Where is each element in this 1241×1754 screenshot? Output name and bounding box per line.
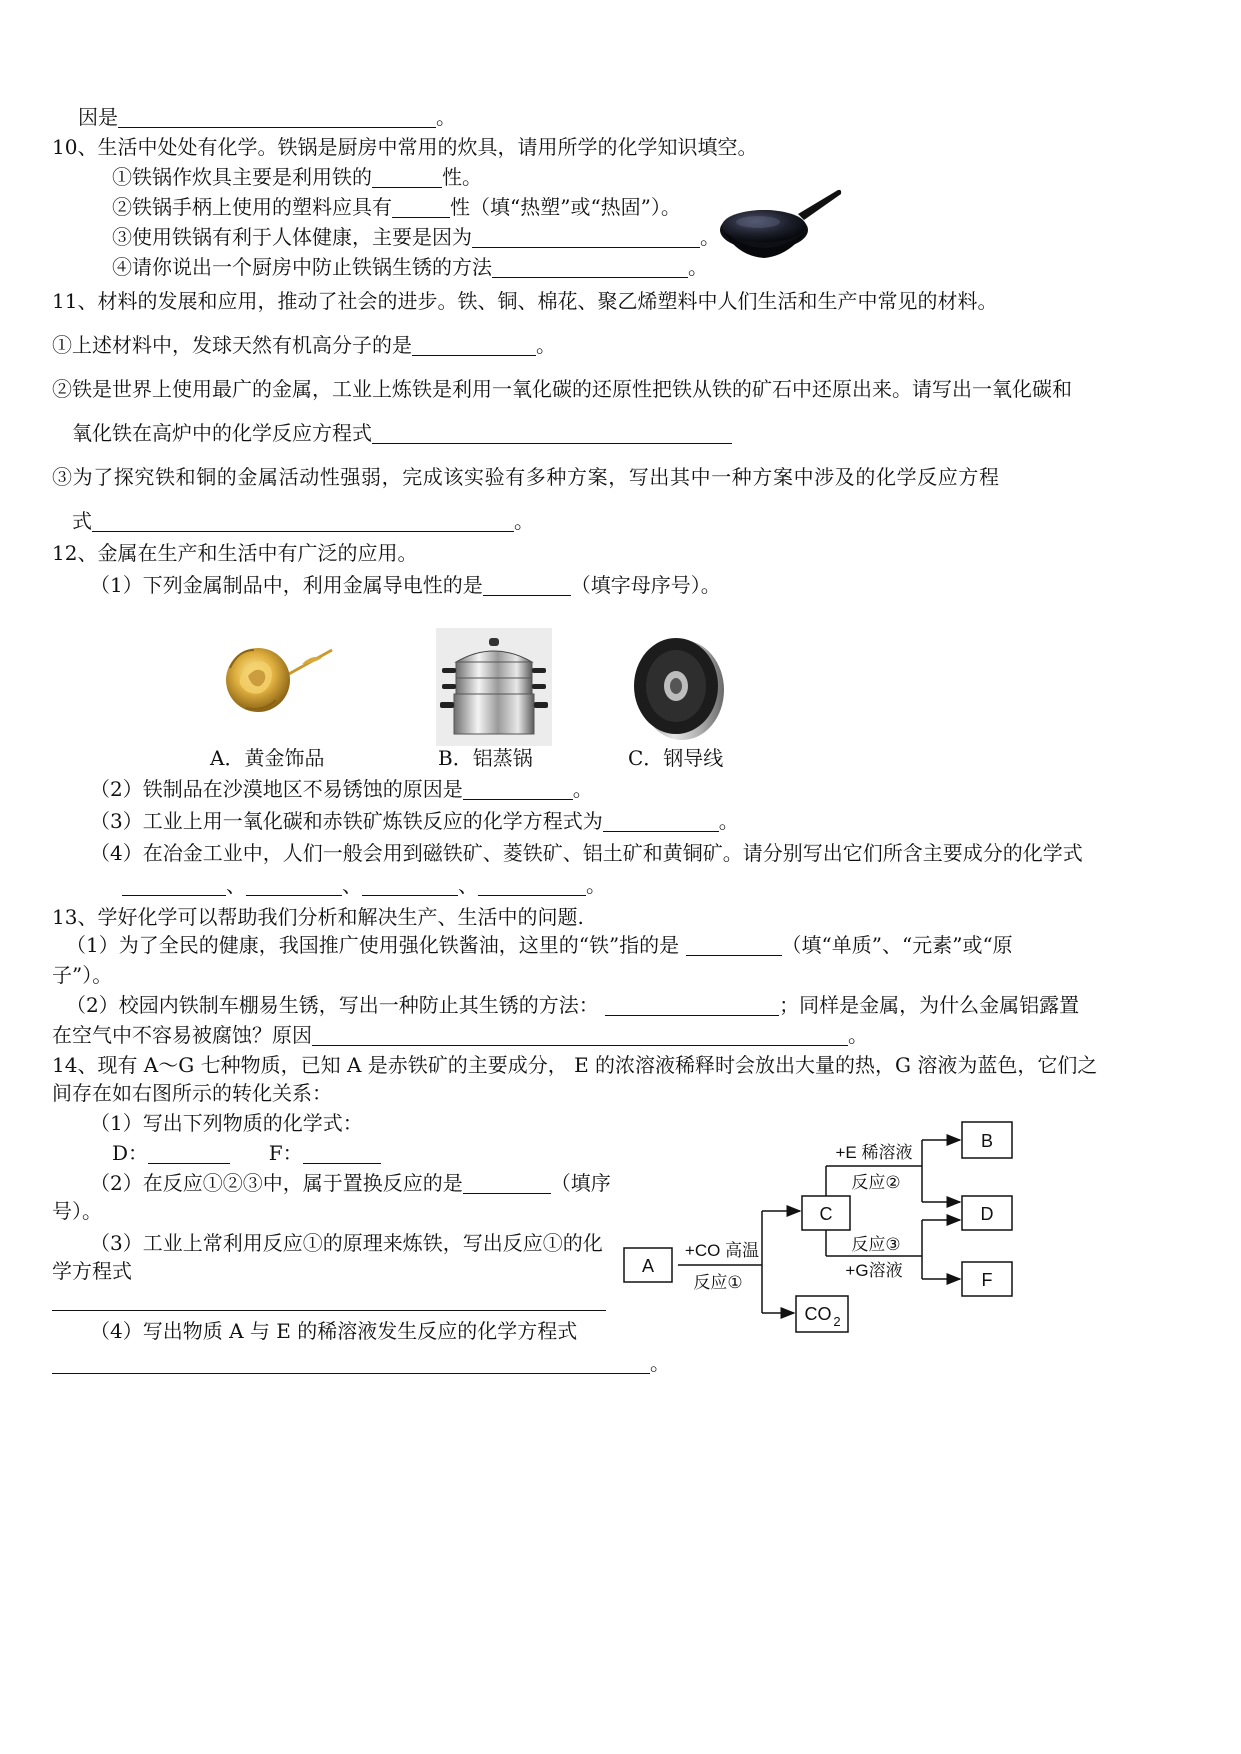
caption-c: C．钢导线 xyxy=(628,746,724,770)
answer-blank[interactable] xyxy=(472,227,700,248)
q14-part1-blanks: D： F： xyxy=(112,1140,381,1166)
reaction2-condition: +E 稀溶液 xyxy=(835,1143,913,1162)
q10-part2: ②铁锅手柄上使用的塑料应具有 性（填“热塑”或“热固”）。 xyxy=(112,195,681,219)
q12-part4-blanks: 、 、 、 。 xyxy=(122,872,606,898)
gold-rose-image xyxy=(218,628,334,728)
q10-stem: 10、生活中处处有化学。铁锅是厨房中常用的炊具，请用所学的化学知识填空。 xyxy=(52,135,758,159)
answer-blank[interactable] xyxy=(478,875,586,896)
reaction3-label: 反应③ xyxy=(851,1235,901,1254)
answer-line[interactable] xyxy=(52,1290,606,1311)
q11-part2-line1: ②铁是世界上使用最广的金属，工业上炼铁是利用一氧化碳的还原性把铁从铁的矿石中还原出来。请写出一氧化碳和 xyxy=(52,377,1072,401)
q14-stem-line1: 14、现有 A～G 七种物质，已知 A 是赤铁矿的主要成分， E 的浓溶液稀释时会放出大量的热，G 溶液为蓝色，它们之 xyxy=(52,1053,1098,1077)
answer-blank[interactable] xyxy=(412,335,536,356)
q11-part3-line2: 式 。 xyxy=(72,509,534,533)
q14-stem-line2: 间存在如右图所示的转化关系： xyxy=(52,1081,332,1105)
answer-blank[interactable] xyxy=(603,811,719,832)
answer-blank[interactable] xyxy=(118,107,436,128)
q12-stem: 12、金属在生产和生活中有广泛的应用。 xyxy=(52,541,418,565)
q11-part3-line1: ③为了探究铁和铜的金属活动性强弱，完成该实验有多种方案，写出其中一种方案中涉及的化学反应方程 xyxy=(52,465,1000,489)
answer-blank[interactable] xyxy=(303,1143,381,1164)
answer-blank[interactable] xyxy=(92,511,514,532)
answer-blank[interactable] xyxy=(605,995,779,1016)
answer-blank[interactable] xyxy=(492,257,688,278)
q9-tail: 因是 。 xyxy=(78,105,456,129)
steel-wire-spool-image xyxy=(632,634,728,742)
q14-part2: （2）在反应①②③中，属于置换反应的是 （填序 xyxy=(90,1171,611,1195)
q13-stem: 13、学好化学可以帮助我们分析和解决生产、生活中的问题. xyxy=(52,905,584,929)
reaction1-condition: +CO 高温 xyxy=(684,1241,760,1260)
label-a: A xyxy=(641,1256,655,1276)
q11-part1: ①上述材料中，发球天然有机高分子的是 。 xyxy=(52,333,556,357)
q13-part2-cont: 在空气中不容易被腐蚀？原因 。 xyxy=(52,1023,868,1047)
label-co2: CO xyxy=(804,1304,832,1324)
wok-image xyxy=(718,186,844,266)
q12-part3: （3）工业上用一氧化碳和赤铁矿炼铁反应的化学方程式为 。 xyxy=(90,809,739,833)
caption-a: A．黄金饰品 xyxy=(210,746,325,770)
answer-blank[interactable] xyxy=(246,875,342,896)
answer-blank[interactable] xyxy=(122,875,226,896)
caption-b: B．铝蒸锅 xyxy=(438,746,533,770)
answer-blank[interactable] xyxy=(392,197,450,218)
q14-part4-answer: 。 xyxy=(52,1350,670,1376)
q14-part3: （3）工业上常利用反应①的原理来炼铁，写出反应①的化 xyxy=(90,1231,603,1255)
reaction3-condition: +G溶液 xyxy=(845,1261,903,1280)
answer-blank[interactable] xyxy=(148,1143,230,1164)
label-f: F xyxy=(981,1270,993,1290)
answer-blank[interactable] xyxy=(312,1025,848,1046)
conversion-diagram xyxy=(618,1116,1028,1342)
label-c: C xyxy=(819,1204,833,1224)
answer-blank[interactable] xyxy=(372,167,442,188)
answer-blank[interactable] xyxy=(463,1173,551,1194)
q12-part1: （1）下列金属制品中，利用金属导电性的是 （填字母序号）。 xyxy=(90,573,721,597)
q14-part2-cont: 号）。 xyxy=(52,1199,102,1223)
q13-part2: （2）校园内铁制车棚易生锈，写出一种防止其生锈的方法： ；同样是金属，为什么金属铝露置 xyxy=(66,993,1080,1017)
q13-part1: （1）为了全民的健康，我国推广使用强化铁酱油，这里的“铁”指的是 （填“单质”、“元素”或“原 xyxy=(66,933,1013,957)
reaction1-label: 反应① xyxy=(693,1273,743,1292)
q11-part2-line2: 氧化铁在高炉中的化学反应方程式 xyxy=(72,420,732,446)
q13-part1-cont: 子”）。 xyxy=(52,963,113,987)
q12-part2: （2）铁制品在沙漠地区不易锈蚀的原因是 。 xyxy=(90,777,593,801)
q14-part1: （1）写出下列物质的化学式： xyxy=(90,1111,363,1135)
q10-part4: ④请你说出一个厨房中防止铁锅生锈的方法 。 xyxy=(112,255,708,279)
q12-part4: （4）在冶金工业中，人们一般会用到磁铁矿、菱铁矿、铝土矿和黄铜矿。请分别写出它们所含主要成分的化学式 xyxy=(90,841,1083,865)
q10-part1: ①铁锅作炊具主要是利用铁的 性。 xyxy=(112,165,482,189)
label-d: D xyxy=(980,1204,994,1224)
label-b: B xyxy=(980,1131,994,1151)
q14-part3-cont: 学方程式 xyxy=(52,1259,132,1283)
answer-line[interactable] xyxy=(52,1353,650,1374)
answer-blank[interactable] xyxy=(463,779,573,800)
label-co2-subscript: 2 xyxy=(833,1314,841,1329)
q14-part4: （4）写出物质 A 与 E 的稀溶液发生反应的化学方程式 xyxy=(90,1319,578,1343)
q10-part3: ③使用铁锅有利于人体健康，主要是因为 。 xyxy=(112,225,720,249)
answer-blank[interactable] xyxy=(372,423,732,444)
reaction2-label: 反应② xyxy=(851,1173,901,1192)
steamer-pot-image xyxy=(436,628,552,746)
answer-blank[interactable] xyxy=(362,875,458,896)
q11-stem: 11、材料的发展和应用，推动了社会的进步。铁、铜、棉花、聚乙烯塑料中人们生活和生产中常见的材料。 xyxy=(52,289,998,313)
answer-blank[interactable] xyxy=(483,575,571,596)
answer-blank[interactable] xyxy=(686,935,782,956)
